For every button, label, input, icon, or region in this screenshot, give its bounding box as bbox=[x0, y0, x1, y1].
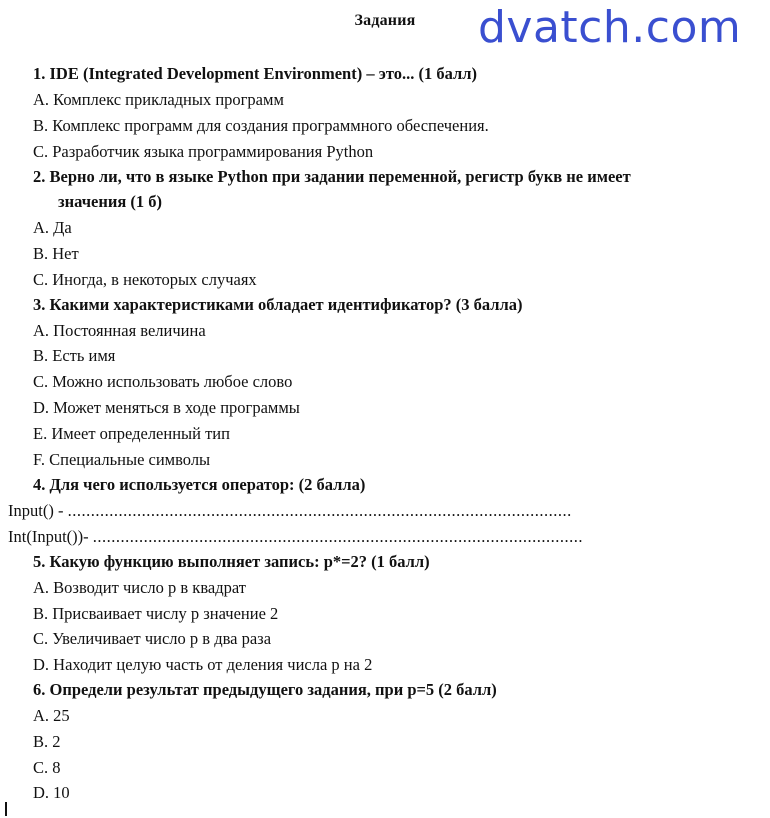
question-2-option-b: B. Нет bbox=[33, 244, 79, 263]
page-title: Задания bbox=[354, 12, 416, 29]
question-5-option-c: C. Увеличивает число p в два раза bbox=[33, 629, 272, 648]
answer-line-int-input bbox=[8, 527, 583, 547]
question-4: 4. Для чего используется оператор: (2 балла) bbox=[33, 475, 366, 494]
question-1-option-b: B. Комплекс программ для создания программного обеспечения. bbox=[33, 116, 489, 135]
question-6-option-b: B. 2 bbox=[33, 732, 61, 751]
question-3-option-e: E. Имеет определенный тип bbox=[33, 424, 230, 443]
question-1-option-c: C. Разработчик языка программирования Python bbox=[33, 142, 374, 161]
question-5: 5. Какую функцию выполняет запись: p*=2? (1 балл) bbox=[33, 552, 430, 571]
question-5-option-a: A. Возводит число p в квадрат bbox=[33, 578, 246, 597]
question-6-option-d: D. 10 bbox=[33, 783, 70, 802]
question-6-option-a: A. 25 bbox=[33, 706, 70, 725]
answer-line-int-input-dots: .......................................................................................................... bbox=[92, 527, 584, 546]
question-1-option-a: A. Комплекс прикладных программ bbox=[33, 90, 284, 109]
question-1: 1. IDE (Integrated Development Environment) – это... (1 балл) bbox=[33, 64, 478, 83]
question-3-option-c: C. Можно использовать любое слово bbox=[33, 372, 293, 391]
question-2-option-c: C. Иногда, в некоторых случаях bbox=[33, 270, 257, 289]
answer-line-int-input-label: Int(Input())- bbox=[8, 527, 93, 546]
question-2: 2. Верно ли, что в языке Python при задании переменной, регистр букв не имеет bbox=[33, 167, 631, 186]
question-3: 3. Какими характеристиками обладает идентификатор? (3 балла) bbox=[33, 295, 523, 314]
question-3-option-f: F. Специальные символы bbox=[33, 450, 211, 469]
question-2-continuation: значения (1 б) bbox=[58, 192, 163, 211]
question-6: 6. Определи результат предыдущего задания, при p=5 (2 балл) bbox=[33, 680, 497, 699]
question-6-option-c: C. 8 bbox=[33, 758, 61, 777]
answer-line-input-dots: ............................................................................................................. bbox=[67, 501, 572, 520]
question-3-option-a: A. Постоянная величина bbox=[33, 321, 206, 340]
question-3-option-d: D. Может меняться в ходе программы bbox=[33, 398, 300, 417]
question-2-option-a: A. Да bbox=[33, 218, 72, 237]
answer-line-input bbox=[8, 501, 572, 521]
question-5-option-b: B. Присваивает числу p значение 2 bbox=[33, 604, 279, 623]
text-cursor bbox=[5, 802, 7, 816]
question-5-option-d: D. Находит целую часть от деления числа p на 2 bbox=[33, 655, 373, 674]
question-3-option-b: B. Есть имя bbox=[33, 346, 116, 365]
watermark: dvatch.com bbox=[478, 2, 742, 53]
answer-line-input-label: Input() - bbox=[8, 501, 68, 520]
